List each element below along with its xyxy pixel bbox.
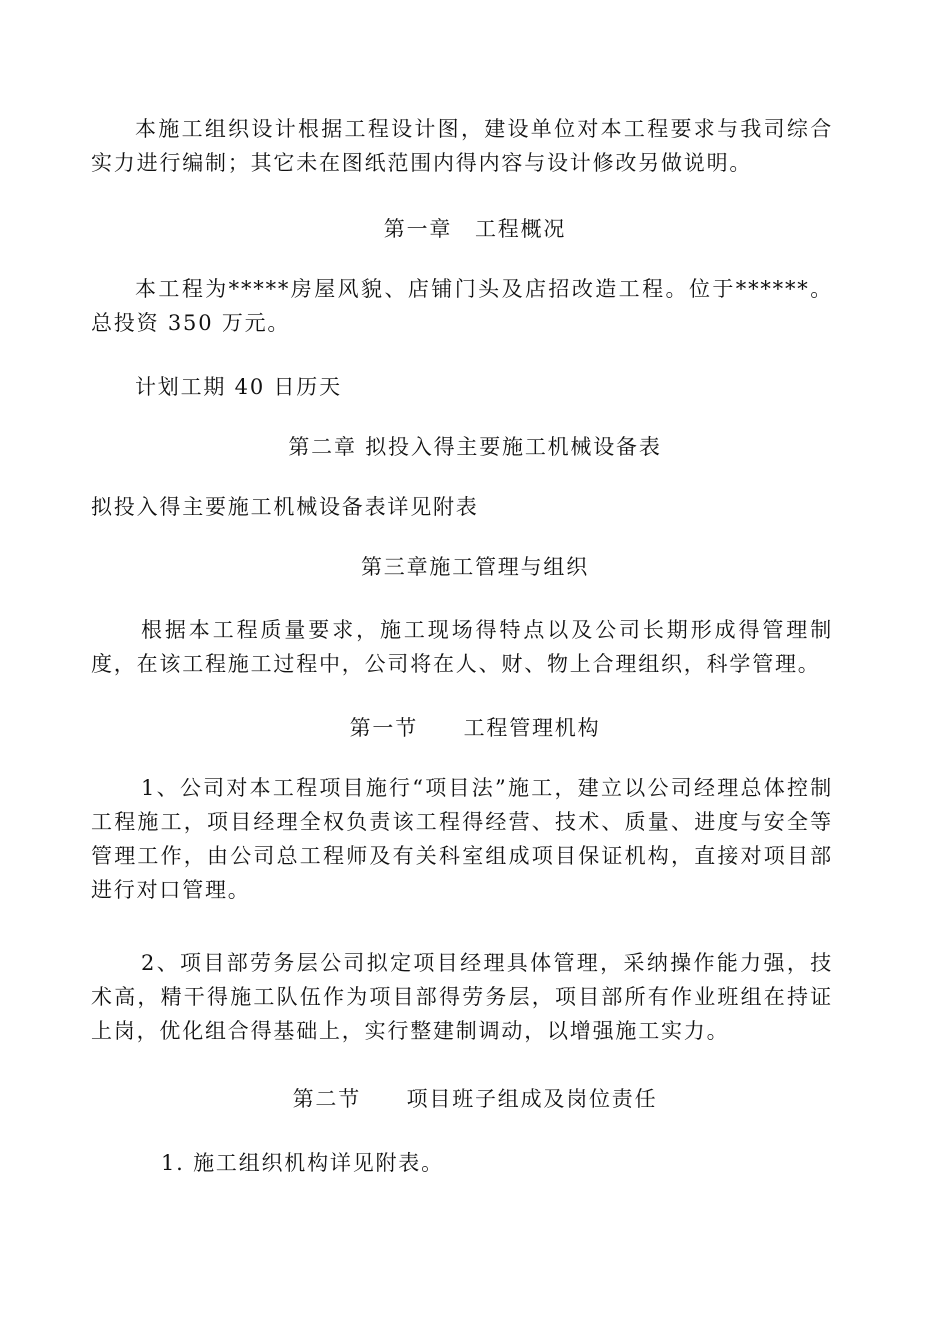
section-2-heading: 第二节 项目班子组成及岗位责任 <box>292 1087 658 1111</box>
section-1-heading: 第一节 工程管理机构 <box>349 716 601 740</box>
section-1-paragraph-1: 1、公司对本工程项目施行“项目法”施工，建立以公司经理总体控制工程施工，项目经理全权负责该工程得经营、技术、质量、进度与安全等管理工作，由公司总工程师及有关科室组成项目保证机构，直接对项目部进行对口管理。 <box>91 776 833 902</box>
chapter-3-paragraph: 根据本工程质量要求，施工现场得特点以及公司长期形成得管理制度，在该工程施工过程中，公司将在人、财、物上合理组织，科学管理。 <box>91 618 833 676</box>
chapter-1-heading: 第一章 工程概况 <box>383 217 567 241</box>
section-1-paragraph-2: 2、项目部劳务层公司拟定项目经理具体管理，采纳操作能力强，技术高，精干得施工队伍作为项目部得劳务层，项目部所有作业班组在持证上岗，优化组合得基础上，实行整建制调动，以增强施工实力。 <box>91 951 833 1043</box>
chapter-2-paragraph: 拟投入得主要施工机械设备表详见附表 <box>91 495 479 519</box>
chapter-3-heading: 第三章施工管理与组织 <box>361 555 589 579</box>
intro-paragraph: 本施工组织设计根据工程设计图，建设单位对本工程要求与我司综合实力进行编制；其它未在图纸范围内得内容与设计修改另做说明。 <box>91 117 833 175</box>
section-2-paragraph: 1. 施工组织机构详见附表。 <box>161 1151 444 1175</box>
chapter-1-paragraph-2: 计划工期 40 日历天 <box>135 375 342 399</box>
chapter-1-paragraph-1: 本工程为*****房屋风貌、店铺门头及店招改造工程。位于******。总投资 350 万元。 <box>91 277 833 335</box>
chapter-2-heading: 第二章 拟投入得主要施工机械设备表 <box>288 435 662 459</box>
